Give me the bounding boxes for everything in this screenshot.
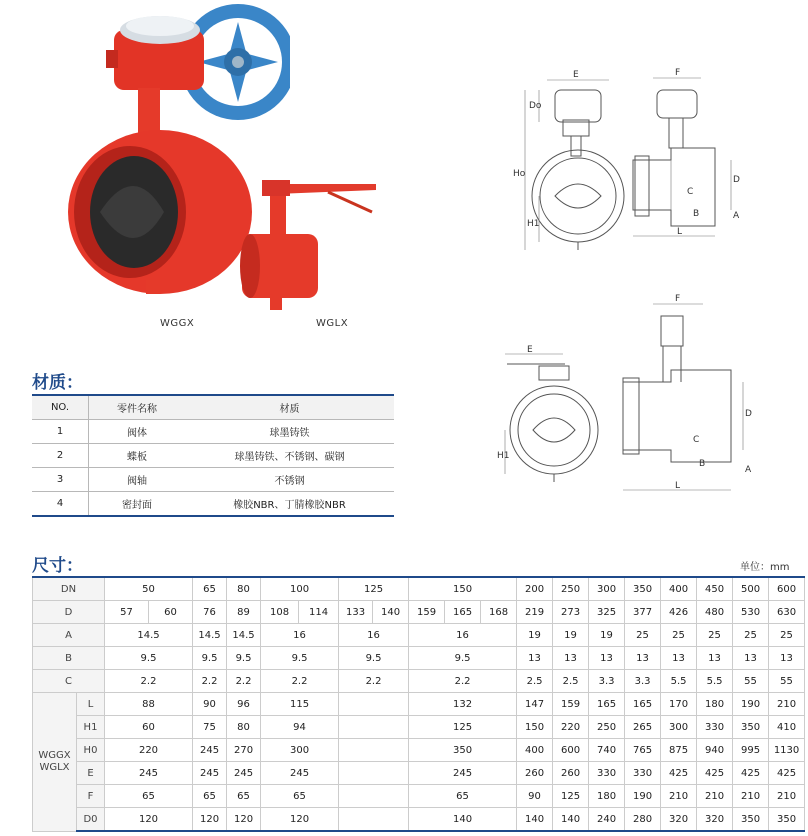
- row-dn: DN 50 65 80 100 125 150 200 250 300 350 400 450 500 600: [33, 577, 805, 601]
- dimensions-table: [32, 576, 805, 832]
- row-material: 球墨铸铁、不锈钢、碳钢: [185, 444, 394, 468]
- svg-text:H1: H1: [527, 219, 540, 229]
- svg-text:F: F: [675, 68, 681, 78]
- header-part: 零件名称: [89, 395, 186, 420]
- unit-label: 单位：mm: [740, 562, 790, 573]
- row-c: C 2.2 2.2 2.2 2.2 2.2 2.2 2.5 2.5 3.3 3.3 5.5 5.5 55 55: [33, 670, 805, 693]
- svg-text:E: E: [573, 70, 579, 80]
- row-h0: H0 220 245 270 300 350 400 600 740 765 875 940 995 1130: [33, 739, 805, 762]
- svg-text:A: A: [733, 211, 740, 221]
- wglx-caption: WGLX: [316, 318, 349, 329]
- row-part: 蝶板: [89, 444, 186, 468]
- materials-table: [32, 394, 394, 517]
- svg-text:F: F: [675, 294, 681, 304]
- row-b: B 9.5 9.5 9.5 9.5 9.5 9.5 13 13 13 13 13 13 13 13: [33, 647, 805, 670]
- row-no: 2: [32, 444, 89, 468]
- row-a: A 14.5 14.5 14.5 16 16 16 19 19 19 25 25 25 25 25: [33, 624, 805, 647]
- svg-text:B: B: [699, 459, 706, 469]
- row-part: 阀体: [89, 420, 186, 444]
- svg-text:D: D: [733, 175, 740, 185]
- row-material: 橡胶NBR、丁腈橡胶NBR: [185, 492, 394, 517]
- svg-text:D: D: [745, 409, 752, 419]
- table-row: [32, 492, 394, 517]
- svg-text:H1: H1: [497, 451, 510, 461]
- row-d: D 57 60 76 89 108 114 133 140 159 165 168 219 273 325 377 426 480 530 630: [33, 601, 805, 624]
- row-no: 3: [32, 468, 89, 492]
- svg-text:E: E: [527, 345, 533, 355]
- svg-text:B: B: [693, 209, 700, 219]
- svg-text:L: L: [677, 227, 683, 237]
- materials-title: 材质：: [32, 373, 83, 393]
- materials-header-row: [32, 395, 394, 420]
- row-material: 不锈钢: [185, 468, 394, 492]
- row-material: 球墨铸铁: [185, 420, 394, 444]
- row-part: 阀轴: [89, 468, 186, 492]
- row-no: 4: [32, 492, 89, 517]
- svg-text:A: A: [745, 465, 752, 475]
- table-row: [32, 444, 394, 468]
- wglx-valve-illustration: [232, 170, 382, 320]
- row-e: E 245 245 245 245 245 260 260 330 330 425 425 425 425: [33, 762, 805, 785]
- row-d0: D0 120 120 120 120 140 140 140 240 280 320 320 350 350: [33, 808, 805, 832]
- row-no: 1: [32, 420, 89, 444]
- svg-text:C: C: [693, 435, 700, 445]
- row-part: 密封面: [89, 492, 186, 517]
- svg-text:L: L: [675, 481, 681, 491]
- table-row: [32, 468, 394, 492]
- header-material: 材质: [185, 395, 394, 420]
- model-group-label: WGGX WGLX: [33, 693, 77, 832]
- header-no: NO.: [32, 395, 89, 420]
- lever-type-drawing: [495, 282, 765, 502]
- dimensions-title: 尺寸：: [32, 556, 83, 576]
- wggx-caption: WGGX: [160, 318, 195, 329]
- table-row: [32, 420, 394, 444]
- svg-text:Ho: Ho: [513, 169, 526, 179]
- svg-text:C: C: [687, 187, 694, 197]
- svg-text:Do: Do: [529, 101, 542, 111]
- row-f: F 65 65 65 65 65 90 125 180 190 210 210 210 210: [33, 785, 805, 808]
- gear-type-drawing: [495, 60, 765, 260]
- row-l: WGGX WGLX L 88 90 96 115 132 147 159 165 165 170 180 190 210: [33, 693, 805, 716]
- row-h1: H1 60 75 80 94 125 150 220 250 265 300 330 350 410: [33, 716, 805, 739]
